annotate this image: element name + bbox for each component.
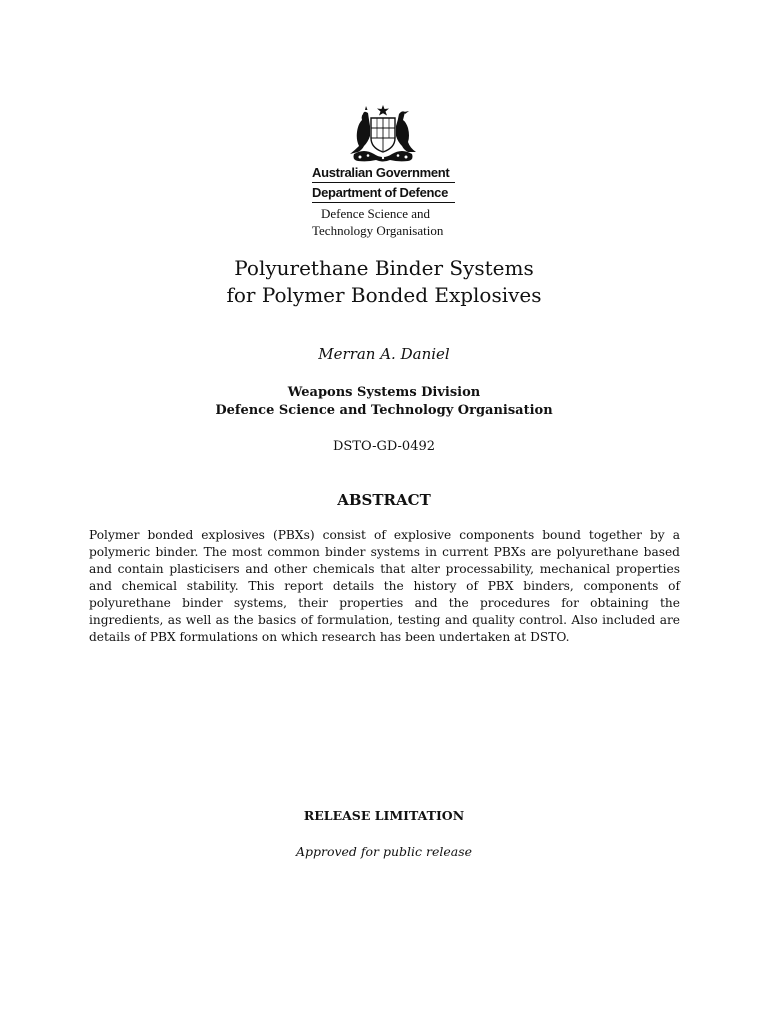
government-divider [312, 182, 455, 183]
department-divider [312, 202, 455, 203]
report-number: DSTO-GD-0492 [332, 439, 436, 454]
organisation-line-2: Technology Organisation [312, 223, 444, 238]
government-logo-text [312, 165, 472, 239]
release-limitation-heading: RELEASE LIMITATION [303, 808, 465, 823]
organisation-line-1: Defence Science and [321, 206, 430, 221]
title-line-1: Polyurethane Binder Systems [234, 256, 534, 280]
author-name: Merran A. Daniel [318, 345, 450, 363]
organisation-name: Defence Science and Technology Organisation [215, 403, 553, 418]
crest-icon [344, 104, 422, 164]
document-title [0, 255, 768, 309]
title-line-2: for Polymer Bonded Explosives [226, 283, 542, 307]
abstract-body: Polymer bonded explosives (PBXs) consist of explosive components bound together by a polymeric binder. The most common binder systems in current PBXs are polyurethane based and contain plasticisers and other chemicals that alter processability, mechanical properties and chemical stability. This report details the history of PBX binders, components of polyurethane binder systems, their properties and the procedures for obtaining the ingredients, as well as the basics of formulation, testing and quality control. Also included are details of PBX formulations on which research has been undertaken at DSTO. [89, 528, 680, 644]
division-name: Weapons Systems Division [287, 385, 481, 400]
department-name: Department of Defence [312, 185, 449, 200]
government-name: Australian Government [312, 165, 450, 180]
abstract-heading: ABSTRACT [337, 491, 431, 509]
division-block [0, 384, 768, 420]
release-limitation-text: Approved for public release [295, 844, 473, 859]
